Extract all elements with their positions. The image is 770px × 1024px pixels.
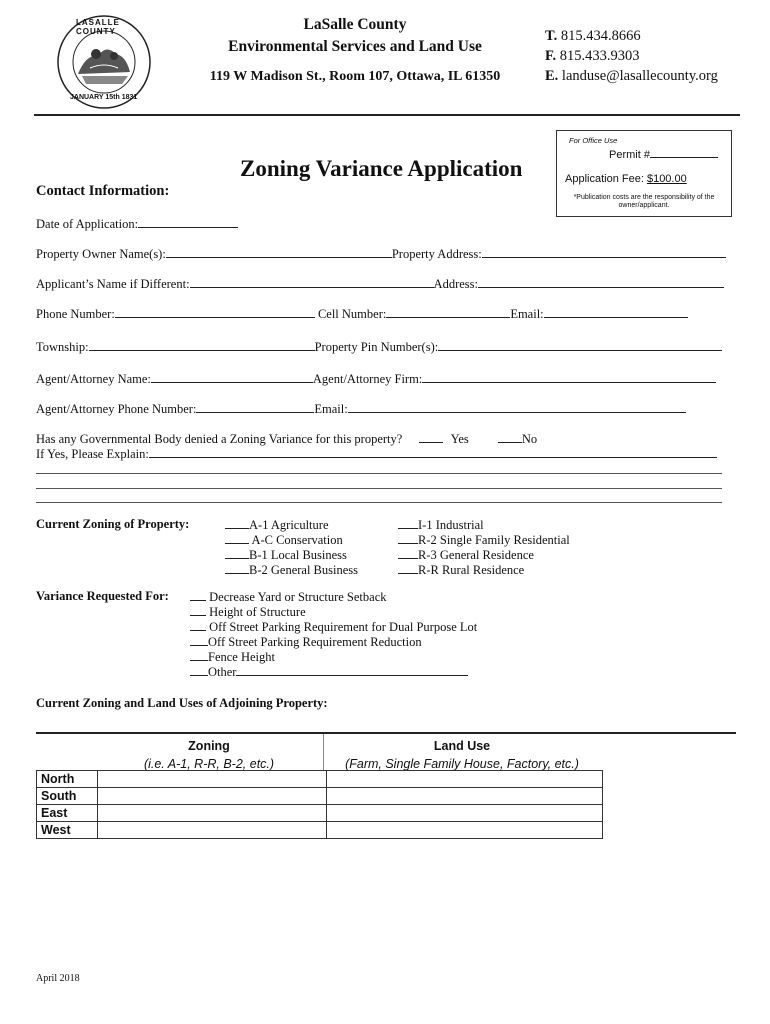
zoning-option: R-R Rural Residence [418, 563, 525, 577]
zoning-r2-checkbox[interactable] [398, 532, 418, 544]
address-label: Address: [433, 277, 478, 291]
owner-label: Property Owner Name(s): [36, 247, 166, 261]
agent-phone-label: Agent/Attorney Phone Number: [36, 402, 197, 416]
row-label-north: North [37, 771, 98, 788]
table-column-divider [323, 734, 324, 770]
row-label-south: South [37, 788, 98, 805]
adjoining-heading: Current Zoning and Land Uses of Adjoining Property: [36, 696, 328, 710]
yes-checkbox[interactable] [419, 431, 443, 443]
org-department: Environmental Services and Land Use [228, 38, 482, 55]
pin-label: Property Pin Number(s): [314, 340, 439, 354]
south-zoning-cell[interactable] [98, 788, 327, 805]
yes-label: Yes [450, 432, 469, 446]
zoning-option: R-2 Single Family Residential [418, 533, 570, 547]
explain-label: If Yes, Please Explain: [36, 447, 149, 461]
land-use-column-subtitle: (Farm, Single Family House, Factory, etc.) [345, 757, 579, 771]
applicant-label: Applicant’s Name if Different: [36, 277, 190, 291]
zoning-option: I-1 Industrial [418, 518, 484, 532]
variance-other-field[interactable] [236, 664, 468, 676]
email-field-label: Email: [510, 307, 544, 321]
email-label: E. [545, 68, 559, 84]
zoning-option: A-C Conservation [251, 533, 343, 547]
variance-option: Other [208, 665, 237, 679]
agent-firm-field[interactable] [422, 371, 716, 383]
table-row [37, 788, 603, 805]
table-top-rule [36, 732, 736, 734]
fee-value: $100.00 [646, 173, 687, 185]
variance-dual-parking-checkbox[interactable] [190, 619, 206, 631]
zoning-option: A-1 Agriculture [249, 518, 329, 532]
row-label-west: West [37, 822, 98, 839]
land-use-column-title: Land Use [433, 739, 491, 753]
pin-field[interactable] [438, 339, 722, 351]
office-email: landuse@lasallecounty.org [561, 68, 718, 84]
zoning-option: R-3 General Residence [418, 548, 534, 562]
office-use-box [556, 130, 732, 217]
variance-option: Off Street Parking Requirement for Dual Purpose Lot [209, 620, 478, 634]
table-row [37, 805, 603, 822]
zoning-r3-checkbox[interactable] [398, 547, 418, 559]
no-label: No [521, 432, 538, 446]
footer-date: April 2018 [36, 973, 80, 984]
seal-ring-top: LASALLE COUNTY [76, 18, 120, 36]
township-field[interactable] [89, 339, 315, 351]
permit-label: Permit # [609, 149, 650, 161]
adjoining-table [36, 770, 603, 839]
zoning-i1-checkbox[interactable] [398, 517, 418, 529]
contact-heading: Contact Information: [36, 183, 170, 199]
west-land-use-cell[interactable] [327, 822, 603, 839]
org-address: 119 W Madison St., Room 107, Ottawa, IL 61350 [209, 69, 501, 84]
date-label: Date of Application: [36, 217, 139, 231]
cell-label: Cell Number: [317, 307, 387, 321]
variance-option: Height of Structure [209, 605, 306, 619]
table-row [37, 771, 603, 788]
office-use-label: For Office Use [569, 136, 618, 145]
east-zoning-cell[interactable] [98, 805, 327, 822]
phone-label: T. [545, 28, 558, 44]
west-zoning-cell[interactable] [98, 822, 327, 839]
header-divider [34, 114, 740, 116]
zoning-column-title: Zoning [188, 739, 230, 753]
variance-other-checkbox[interactable] [190, 664, 208, 676]
zoning-heading: Current Zoning of Property: [36, 517, 190, 531]
variance-option: Off Street Parking Requirement Reduction [208, 635, 422, 649]
north-land-use-cell[interactable] [327, 771, 603, 788]
phone-field[interactable] [115, 306, 315, 318]
zoning-b1-checkbox[interactable] [225, 547, 249, 559]
south-land-use-cell[interactable] [327, 788, 603, 805]
office-phone: 815.434.8666 [560, 28, 641, 44]
cell-field[interactable] [386, 306, 510, 318]
zoning-a1-checkbox[interactable] [225, 517, 249, 529]
fee-label: Application Fee: [565, 173, 644, 185]
row-label-east: East [37, 805, 98, 822]
north-zoning-cell[interactable] [98, 771, 327, 788]
zoning-option: B-1 Local Business [249, 548, 347, 562]
date-field[interactable] [138, 216, 238, 228]
table-row [37, 822, 603, 839]
address-field[interactable] [478, 276, 724, 288]
agent-email-field[interactable] [348, 401, 686, 413]
property-address-field[interactable] [482, 246, 726, 258]
no-checkbox[interactable] [498, 431, 522, 443]
zoning-column-subtitle: (i.e. A-1, R-R, B-2, etc.) [143, 757, 275, 771]
owner-field[interactable] [166, 246, 392, 258]
form-title: Zoning Variance Application [240, 156, 523, 181]
east-land-use-cell[interactable] [327, 805, 603, 822]
variance-fence-checkbox[interactable] [190, 649, 208, 661]
phone-field-label: Phone Number: [36, 307, 115, 321]
agent-firm-label: Agent/Attorney Firm: [312, 372, 423, 386]
property-address-label: Property Address: [391, 247, 482, 261]
agent-phone-field[interactable] [196, 401, 314, 413]
zoning-b2-checkbox[interactable] [225, 562, 249, 574]
denied-question: Has any Governmental Body denied a Zoning Variance for this property? [36, 432, 403, 446]
org-name: LaSalle County [303, 16, 407, 33]
fax-label: F. [545, 48, 557, 64]
applicant-field[interactable] [190, 276, 434, 288]
variance-height-checkbox[interactable] [190, 604, 206, 616]
email-field[interactable] [544, 306, 688, 318]
variance-option: Fence Height [208, 650, 275, 664]
explain-line-3[interactable] [36, 488, 722, 489]
county-seal [56, 14, 152, 110]
variance-heading: Variance Requested For: [36, 589, 169, 603]
explain-line-2[interactable] [36, 473, 722, 474]
variance-setback-checkbox[interactable] [190, 589, 206, 601]
seal-ring-bottom: JANUARY 15th 1831 [70, 94, 138, 101]
contact-block [545, 26, 718, 86]
variance-option: Decrease Yard or Structure Setback [209, 590, 387, 604]
variance-parking-reduction-checkbox[interactable] [190, 634, 208, 646]
township-label: Township: [36, 340, 89, 354]
zoning-rr-checkbox[interactable] [398, 562, 418, 574]
zoning-ac-checkbox[interactable] [225, 532, 249, 544]
agent-name-label: Agent/Attorney Name: [36, 372, 151, 386]
agent-name-field[interactable] [151, 371, 313, 383]
explain-field[interactable] [149, 446, 717, 458]
agent-email-label: Email: [314, 402, 348, 416]
zoning-option: B-2 General Business [249, 563, 359, 577]
permit-field[interactable] [650, 146, 718, 158]
office-fax: 815.433.9303 [559, 48, 640, 64]
publication-note: *Publication costs are the responsibility of the owner/applicant. [573, 194, 715, 209]
explain-line-4[interactable] [36, 502, 722, 503]
